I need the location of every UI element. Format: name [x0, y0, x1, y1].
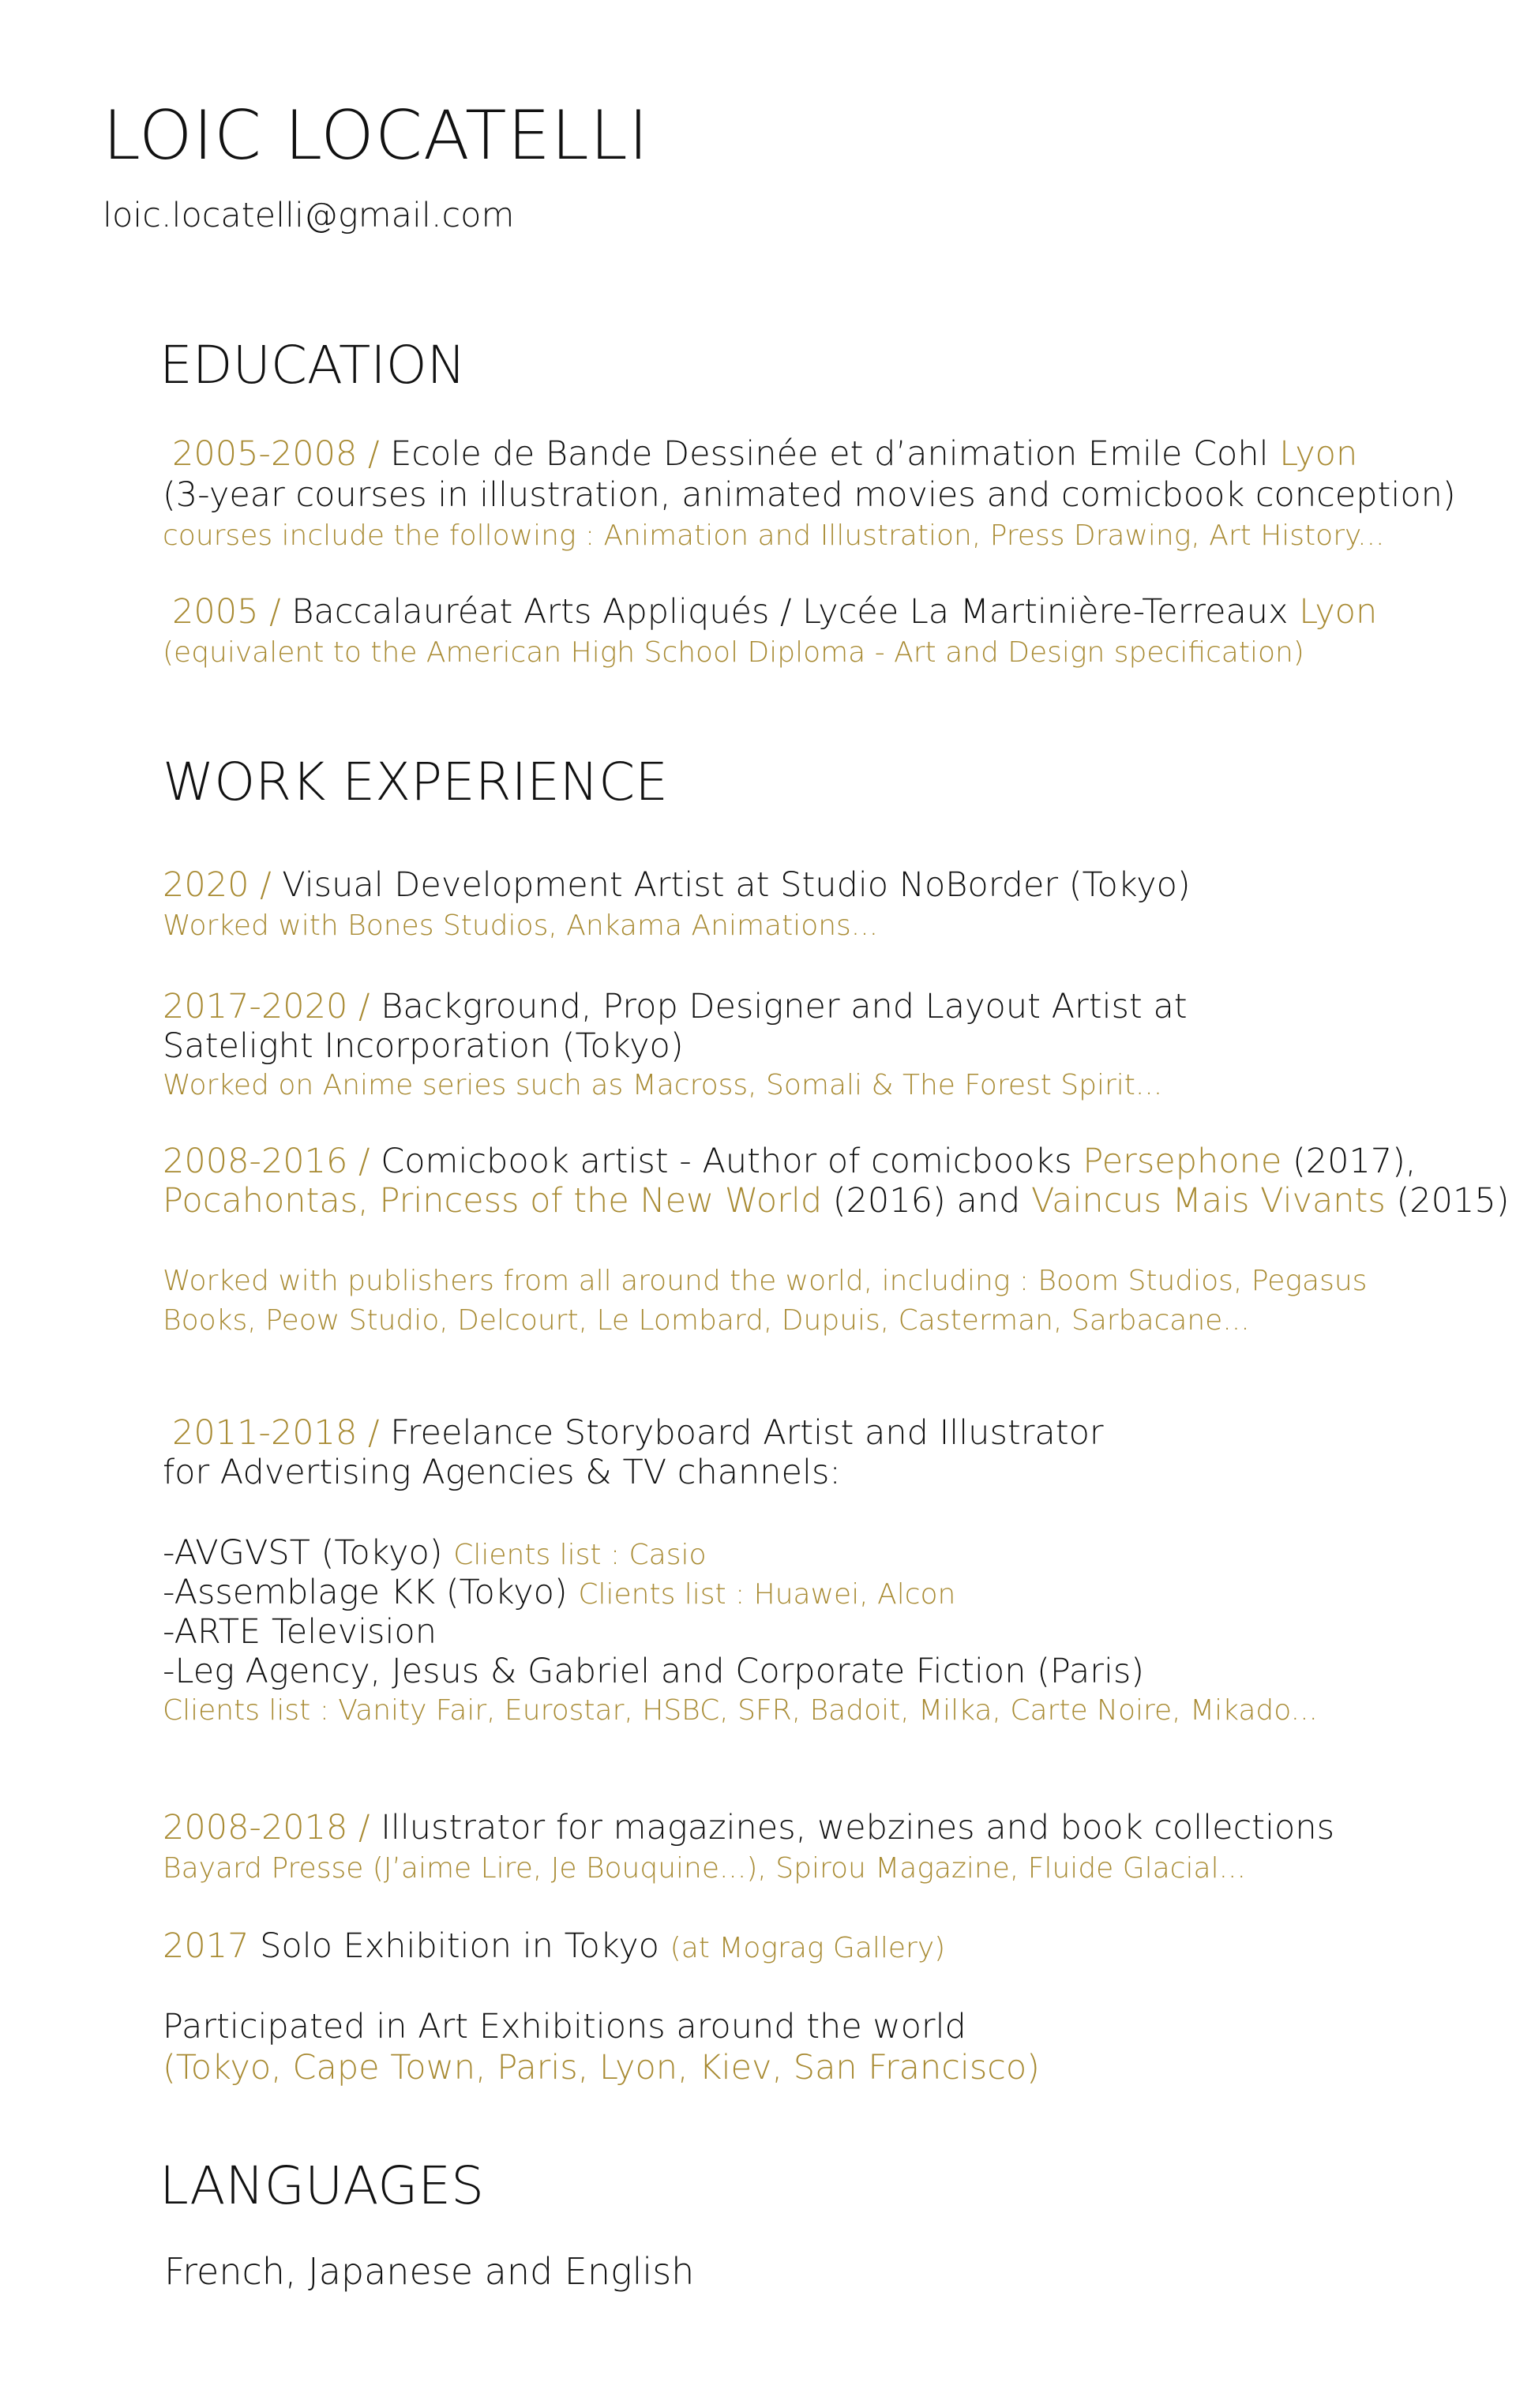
work-entry-5-line — [163, 1808, 1334, 1847]
work-entry-3-book-1: Persephone — [1083, 1142, 1282, 1181]
work-entry-5-title: Illustrator for magazines, webzines and book collections — [381, 1808, 1334, 1847]
work-entry-5-year: 2008-2018 / — [163, 1808, 370, 1847]
work-entry-6-line — [163, 1926, 945, 1968]
work-entry-2-note: Worked on Anime series such as Macross, Somali & The Forest Spirit... — [163, 1069, 1163, 1101]
work-entry-2-title: Background, Prop Designer and Layout Artist at — [381, 987, 1188, 1026]
client-2-note: Clients list : Huawei, Alcon — [578, 1578, 956, 1611]
work-entry-4-client-2 — [163, 1573, 955, 1615]
work-entry-3-note-1: Worked with publishers from all around the world, including : Boom Studios, Pegasus — [163, 1265, 1368, 1297]
work-entry-3-title: Comicbook artist - Author of comicbooks — [381, 1142, 1072, 1181]
work-entry-3-book-3: Vaincus Mais Vivants — [1031, 1181, 1386, 1221]
work-entry-6-year: 2017 — [163, 1926, 250, 1966]
work-entry-3-note-2: Books, Peow Studio, Delcourt, Le Lombard, Dupuis, Casterman, Sarbacane... — [163, 1304, 1250, 1337]
work-entry-4-title: Freelance Storyboard Artist and Illustrator — [390, 1413, 1104, 1453]
work-entry-2-line — [163, 987, 1188, 1026]
name-heading: LOIC LOCATELLI — [103, 96, 650, 175]
work-entry-3-year: 2008-2016 / — [163, 1142, 370, 1181]
work-entry-4-client-4-note: Clients list : Vanity Fair, Eurostar, HSBC, SFR, Badoit, Milka, Carte Noire, Mikado... — [163, 1694, 1318, 1727]
work-entry-1-year: 2020 / — [163, 865, 272, 905]
work-entry-2-title-cont: Satelight Incorporation (Tokyo) — [163, 1026, 684, 1066]
work-entry-3-books-line — [163, 1181, 1509, 1221]
education-entry-2-year: 2005 / — [172, 592, 281, 632]
education-entry-1-desc: (3-year courses in illustration, animated movies and comicbook conception) — [163, 475, 1456, 515]
work-heading: WORK EXPERIENCE — [163, 752, 668, 812]
work-entry-3-line — [163, 1142, 1417, 1181]
work-entry-6-title: Solo Exhibition in Tokyo — [260, 1926, 659, 1966]
client-1-note: Clients list : Casio — [453, 1539, 707, 1571]
work-entry-7-title: Participated in Art Exhibitions around the world — [163, 2007, 966, 2046]
education-entry-1-year: 2005-2008 / — [172, 434, 380, 474]
work-entry-4-line — [172, 1413, 1104, 1453]
work-entry-2-year: 2017-2020 / — [163, 987, 370, 1026]
work-entry-1-line — [163, 865, 1191, 905]
education-entry-1-line — [172, 434, 1357, 474]
languages-heading: LANGUAGES — [159, 2155, 484, 2216]
education-entry-2-title: Baccalauréat Arts Appliqués / Lycée La Martinière-Terreaux — [291, 592, 1289, 632]
education-entry-2-location: Lyon — [1299, 592, 1378, 632]
email: loic.locatelli@gmail.com — [103, 196, 515, 235]
education-entry-2-note: (equivalent to the American High School Diploma - Art and Design specification) — [163, 636, 1304, 669]
work-entry-3-book-3-year: (2015) — [1396, 1181, 1510, 1221]
education-entry-2-line — [172, 592, 1377, 632]
work-entry-1-note: Worked with Bones Studios, Ankama Animations... — [163, 910, 879, 942]
work-entry-5-note: Bayard Presse (J’aime Lire, Je Bouquine...), Spirou Magazine, Fluide Glacial... — [163, 1852, 1246, 1885]
education-heading: EDUCATION — [159, 335, 467, 396]
work-entry-3-book-1-year: (2017), — [1292, 1142, 1417, 1181]
work-entry-3-book-2: Pocahontas, Princess of the New World — [163, 1181, 823, 1221]
education-entry-1-location: Lyon — [1279, 434, 1358, 474]
client-1-name: -AVGVST (Tokyo) — [163, 1533, 443, 1573]
client-2-name: -Assemblage KK (Tokyo) — [163, 1573, 568, 1612]
work-entry-7-note: (Tokyo, Cape Town, Paris, Lyon, Kiev, San Francisco) — [163, 2048, 1040, 2087]
work-entry-4-year: 2011-2018 / — [172, 1413, 380, 1453]
education-entry-1-note: courses include the following : Animation and Illustration, Press Drawing, Art History... — [163, 519, 1385, 552]
work-entry-3-book-2-year: (2016) and — [832, 1181, 1021, 1221]
education-entry-1-title: Ecole de Bande Dessinée et d’animation Emile Cohl — [390, 434, 1269, 474]
work-entry-4-client-4: -Leg Agency, Jesus & Gabriel and Corporate Fiction (Paris) — [163, 1652, 1145, 1691]
work-entry-6-note: (at Mograg Gallery) — [670, 1932, 946, 1964]
work-entry-1-title: Visual Development Artist at Studio NoBorder (Tokyo) — [282, 865, 1191, 905]
languages-text: French, Japanese and English — [164, 2250, 695, 2293]
work-entry-4-client-3: -ARTE Television — [163, 1612, 437, 1652]
work-entry-4-client-1 — [163, 1533, 707, 1575]
work-entry-4-title-cont: for Advertising Agencies & TV channels: — [163, 1453, 841, 1492]
